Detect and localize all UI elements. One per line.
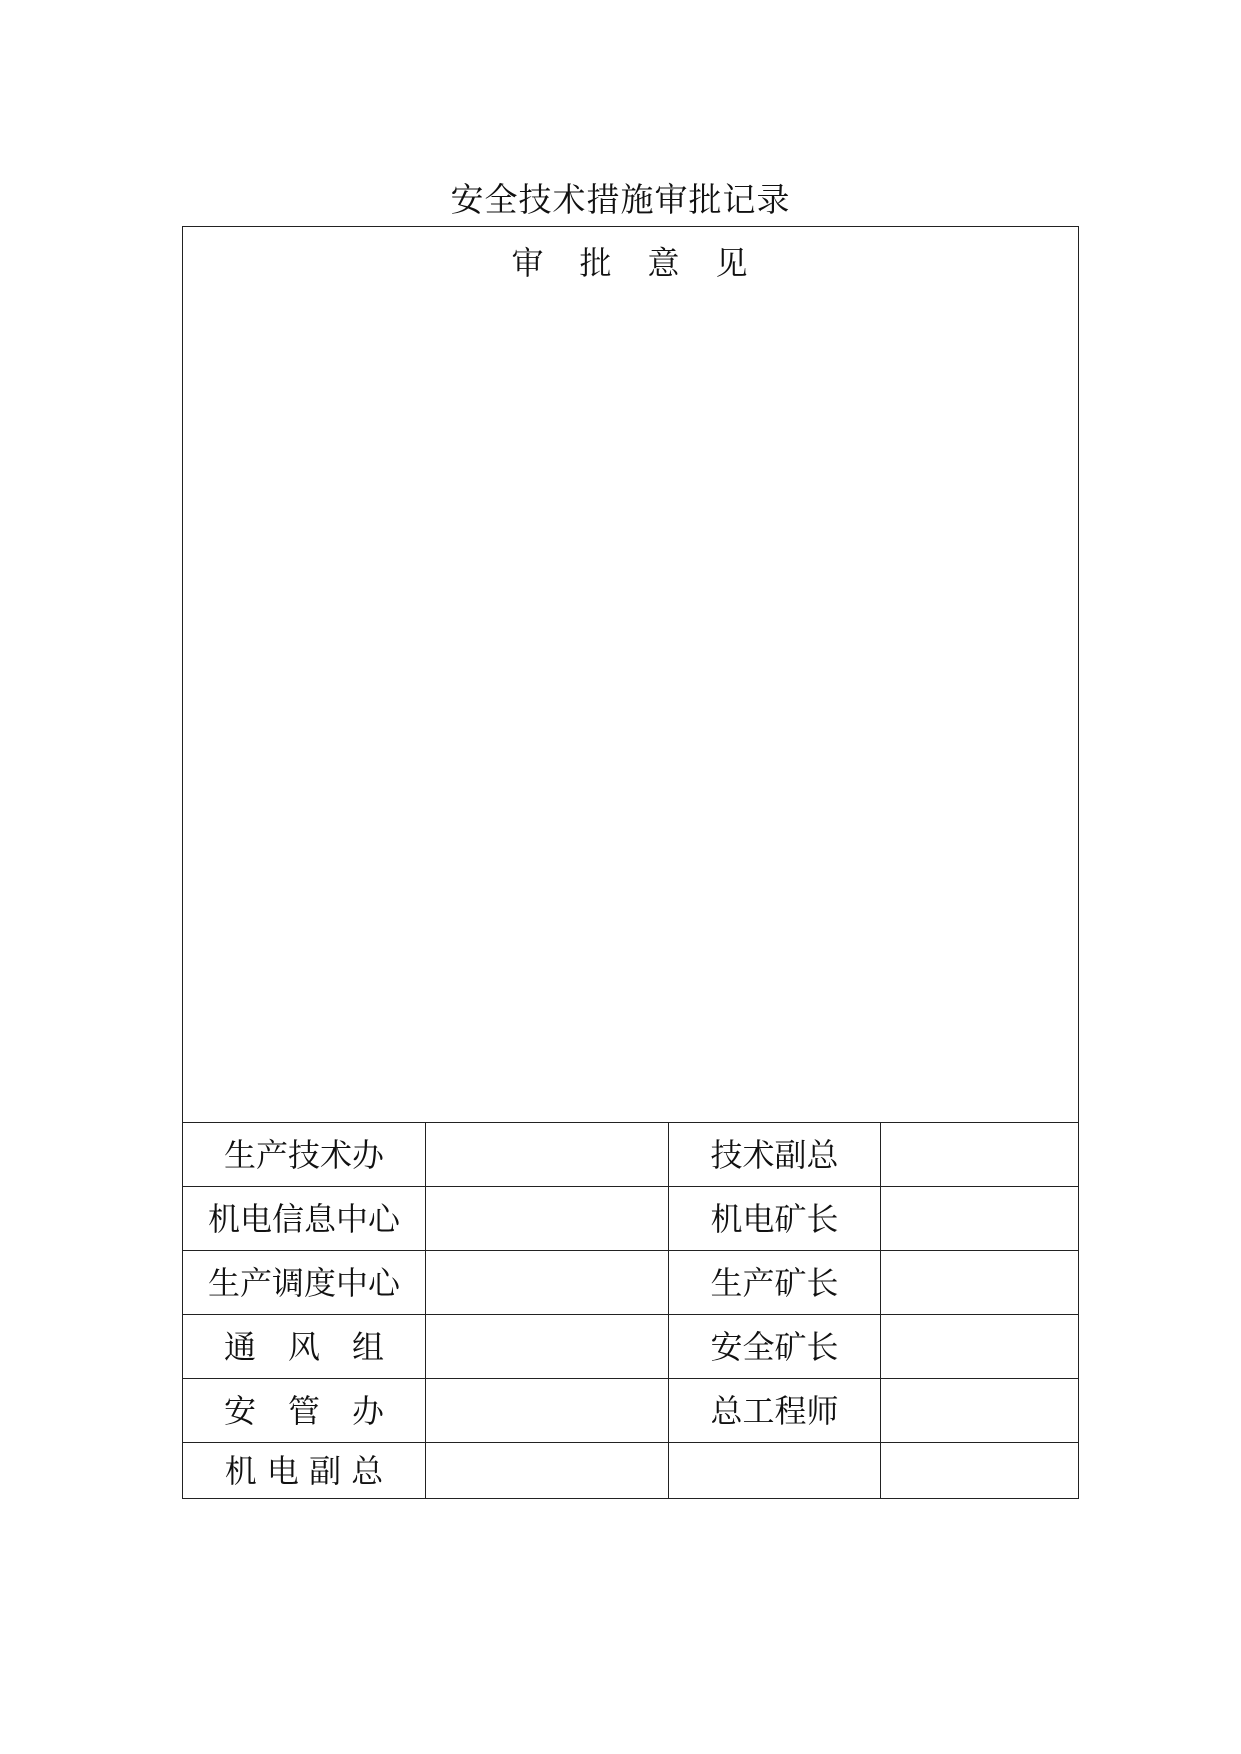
- signature-field[interactable]: [426, 1443, 669, 1499]
- signature-field[interactable]: [426, 1315, 669, 1379]
- approver-title-label: [669, 1443, 881, 1499]
- signature-row: [183, 1187, 1079, 1251]
- approver-title-label: 安全矿长: [669, 1315, 881, 1379]
- signature-field[interactable]: [426, 1251, 669, 1315]
- approver-title-label: 生产矿长: [669, 1251, 881, 1315]
- signature-row: [183, 1123, 1079, 1187]
- signature-field[interactable]: [426, 1187, 669, 1251]
- signature-field[interactable]: [881, 1187, 1079, 1251]
- signature-field[interactable]: [881, 1443, 1079, 1499]
- department-label: 机电信息中心: [183, 1187, 426, 1251]
- department-label: 安 管 办: [183, 1379, 426, 1443]
- signature-field[interactable]: [881, 1315, 1079, 1379]
- signature-field[interactable]: [426, 1379, 669, 1443]
- department-label: 生产调度中心: [183, 1251, 426, 1315]
- document-title: 安全技术措施审批记录: [450, 180, 791, 219]
- signature-row: [183, 1443, 1079, 1499]
- approver-title-label: 机电矿长: [669, 1187, 881, 1251]
- signature-field[interactable]: [881, 1379, 1079, 1443]
- signature-row: [183, 1379, 1079, 1443]
- department-label: 机 电 副 总: [183, 1443, 426, 1499]
- approver-title-label: 总工程师: [669, 1379, 881, 1443]
- opinion-row: [183, 227, 1079, 1123]
- signature-row: [183, 1315, 1079, 1379]
- approver-title-label: 技术副总: [669, 1123, 881, 1187]
- approval-record-table: [182, 226, 1079, 1499]
- signature-row: [183, 1251, 1079, 1315]
- department-label: 生产技术办: [183, 1123, 426, 1187]
- signature-field[interactable]: [426, 1123, 669, 1187]
- opinion-heading: 审 批 意 见: [511, 244, 750, 282]
- signature-field[interactable]: [881, 1123, 1079, 1187]
- opinion-area[interactable]: [183, 227, 1079, 1123]
- department-label: 通 风 组: [183, 1315, 426, 1379]
- signature-field[interactable]: [881, 1251, 1079, 1315]
